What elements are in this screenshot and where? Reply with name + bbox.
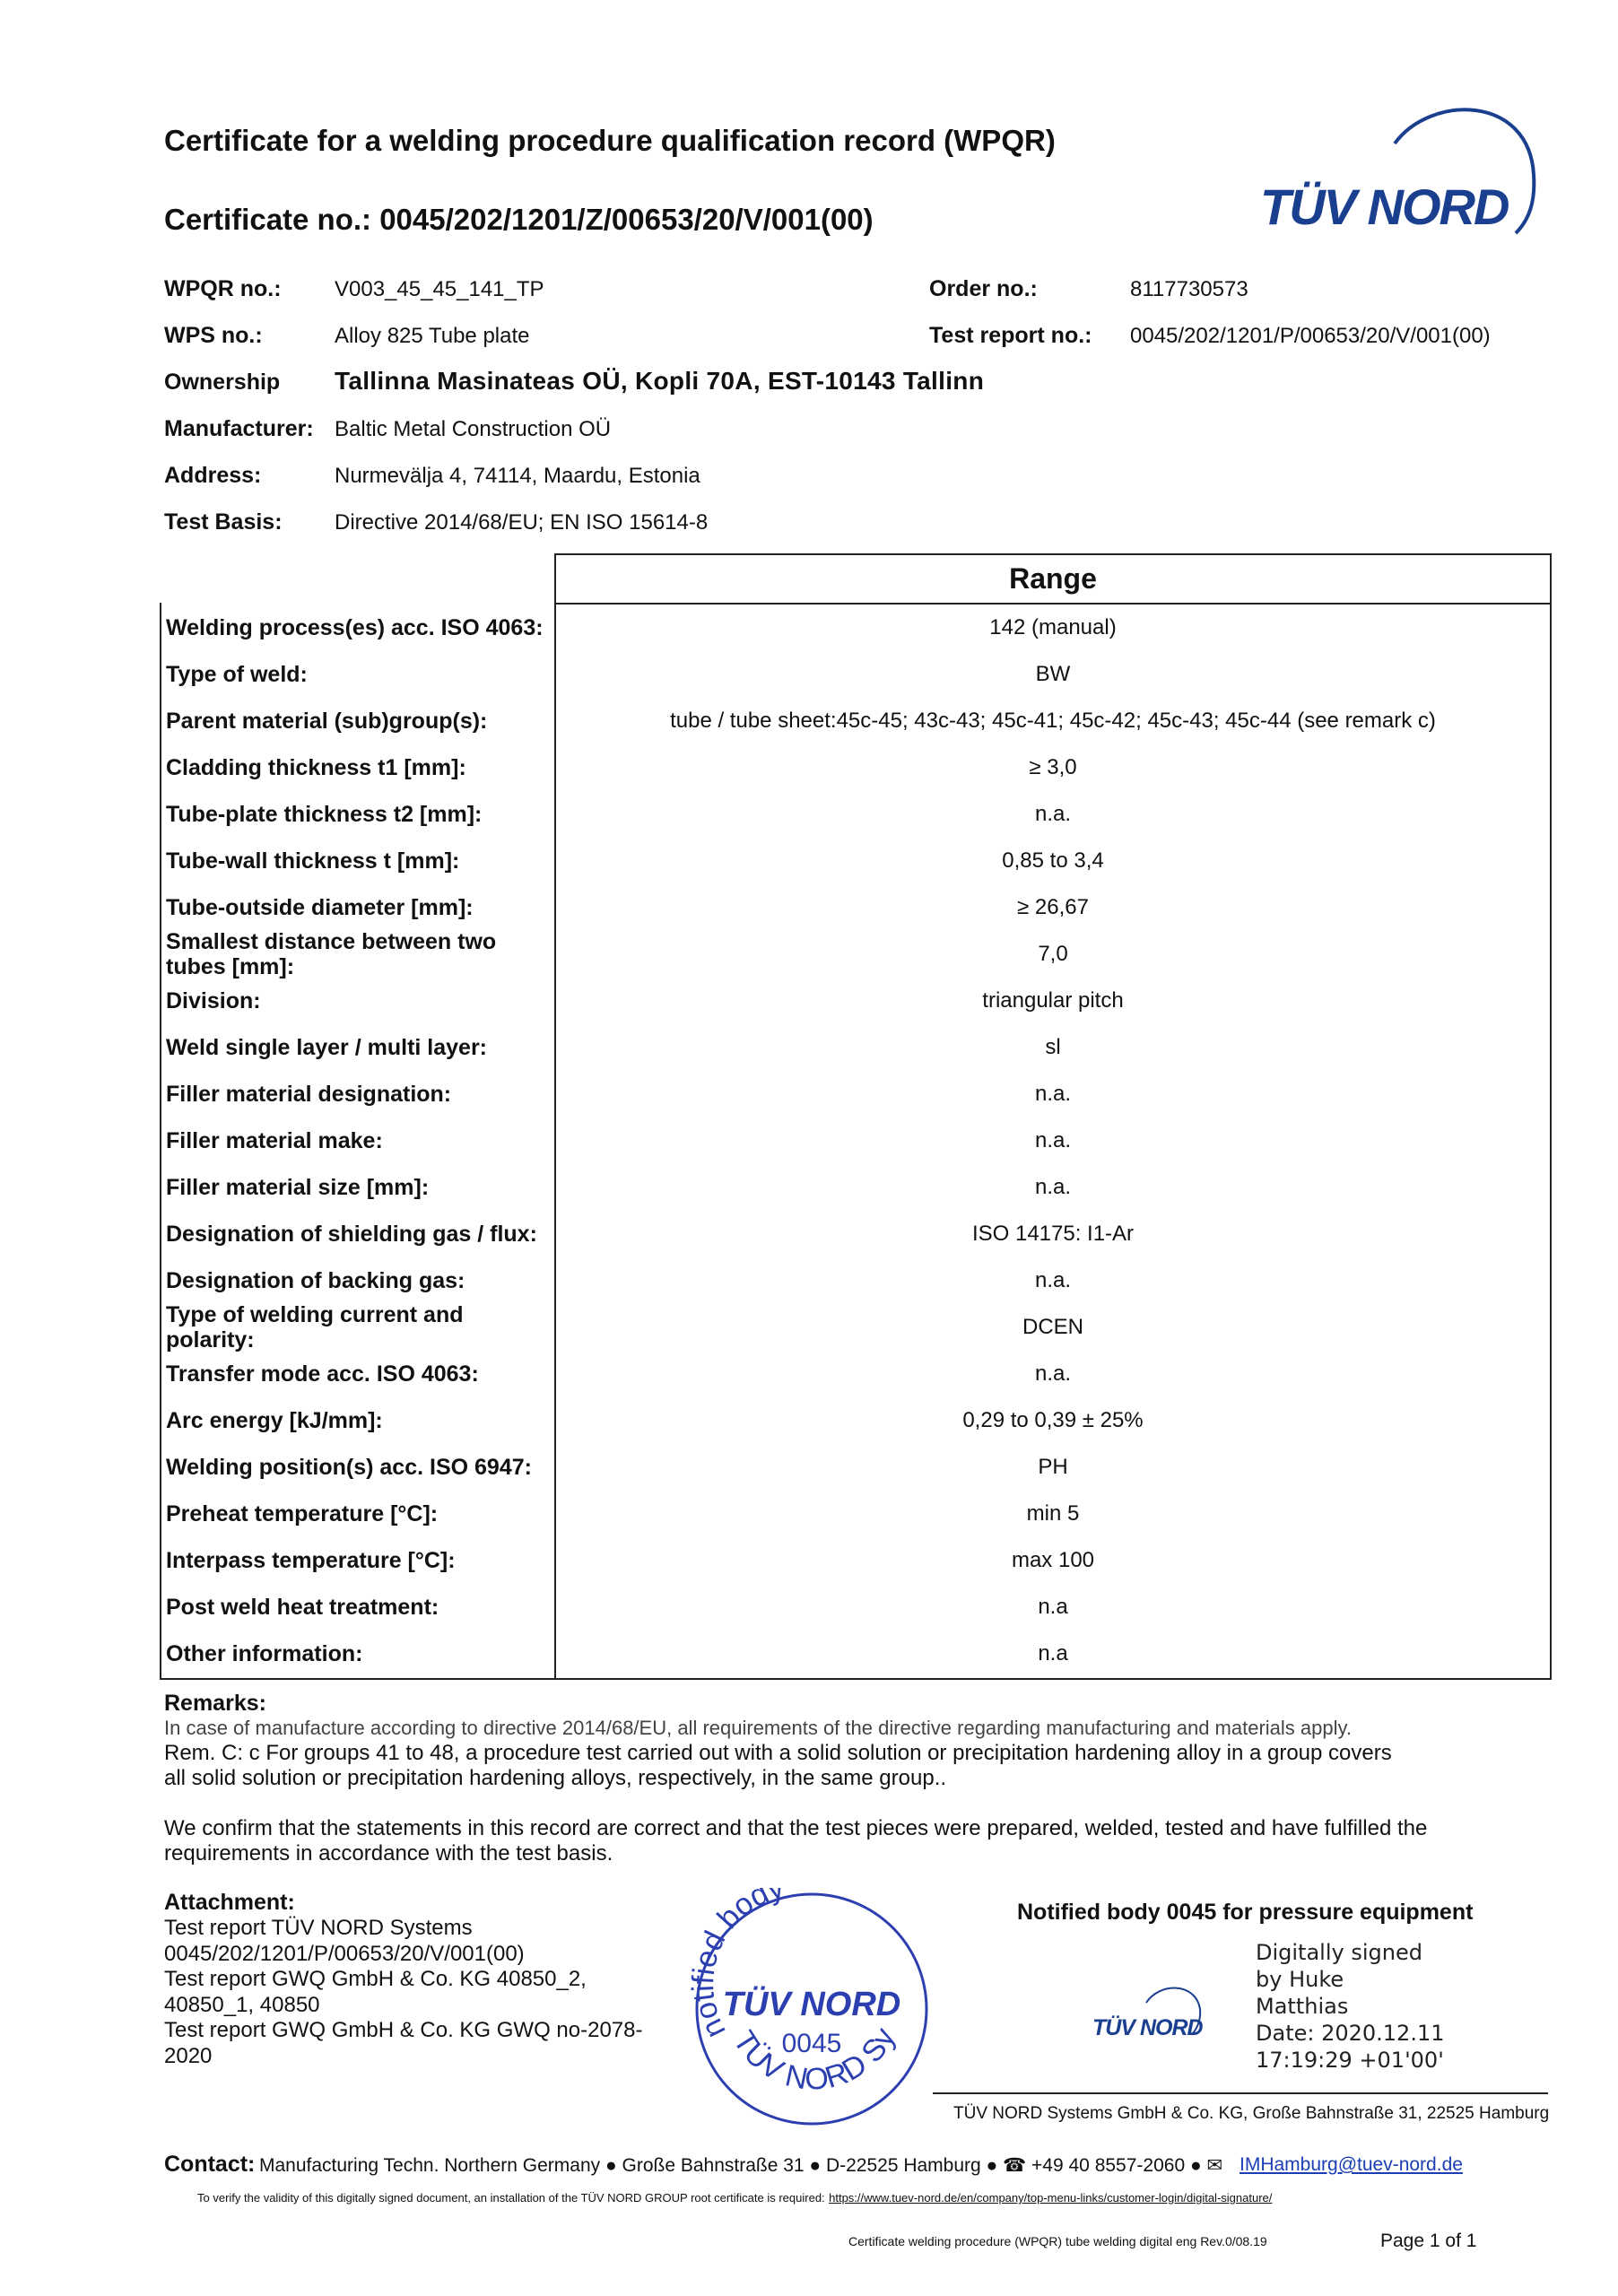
range-row-value: BW bbox=[1035, 662, 1071, 686]
attachment-list bbox=[164, 1916, 642, 2069]
range-row bbox=[161, 838, 1550, 884]
range-row-value: n.a. bbox=[1034, 1361, 1072, 1386]
signature-rule bbox=[933, 2092, 1548, 2094]
range-row-value: n.a. bbox=[1034, 802, 1072, 826]
range-row bbox=[161, 1491, 1550, 1537]
range-row bbox=[161, 604, 1550, 651]
attachment-line: Test report GWQ GmbH & Co. KG GWQ no-2078- bbox=[164, 2018, 643, 2042]
stamp-seal bbox=[691, 1888, 933, 2130]
page-number: Page 1 of 1 bbox=[1380, 2231, 1477, 2251]
range-row-label: Other information: bbox=[166, 1641, 363, 1666]
signature-line: Digitally signed bbox=[1256, 1940, 1422, 1965]
stamp-top-text: no ed body bbox=[691, 1888, 788, 2044]
range-row-label: Tube-outside diameter [mm]: bbox=[166, 895, 474, 920]
ownership-value: Tallinna Masinateas OÜ, Kopli 70A, EST-10143 Tallinn bbox=[335, 367, 985, 395]
range-row bbox=[161, 1257, 1550, 1304]
range-row bbox=[161, 698, 1550, 744]
range-row-label: Division: bbox=[166, 988, 261, 1013]
wpqr-label: WPQR no.: bbox=[164, 276, 282, 301]
range-row bbox=[161, 744, 1550, 791]
ownership-label: Ownership bbox=[164, 370, 281, 395]
attachment-line: 0045/202/1201/P/00653/20/V/001(00) bbox=[164, 1941, 525, 1966]
stamp-bottom-text: TÜV NORD Sy bbox=[726, 2022, 902, 2097]
range-row-label: Weld single layer / multi layer: bbox=[166, 1035, 487, 1060]
range-row bbox=[161, 1211, 1550, 1257]
signature-line: by Huke bbox=[1256, 1967, 1344, 1992]
range-row-value: n.a. bbox=[1034, 1175, 1072, 1199]
range-row-value: n.a. bbox=[1034, 1268, 1072, 1292]
range-row-value: 0,29 to 0,39 ± 25% bbox=[962, 1408, 1144, 1432]
range-row-label: Filler material designation: bbox=[166, 1082, 452, 1107]
range-row-label: Welding position(s) acc. ISO 6947: bbox=[166, 1455, 532, 1480]
attachment-line: 40850_1, 40850 bbox=[164, 1992, 320, 2017]
notified-body-stamp bbox=[691, 1888, 933, 2130]
range-row-value: PH bbox=[1038, 1455, 1068, 1479]
range-row-value: max 100 bbox=[1011, 1548, 1095, 1572]
range-row-label: Transfer mode acc. ISO 4063: bbox=[166, 1361, 479, 1387]
stamp-brand: TÜV NORD bbox=[722, 1986, 901, 2023]
company-address: TÜV NORD Systems GmbH & Co. KG, Große Bahnstraße 31, 22525 Hamburg bbox=[953, 2104, 1550, 2123]
range-row bbox=[161, 1304, 1550, 1351]
range-row bbox=[161, 1444, 1550, 1491]
wps-value: Alloy 825 Tube plate bbox=[335, 324, 530, 348]
verify-link[interactable]: https://www.tuev-nord.de/en/company/top-menu-links/customer-login/digital-signature/ bbox=[829, 2191, 1273, 2205]
attachment-line: 2020 bbox=[164, 2043, 213, 2068]
range-row-label: Filler material make: bbox=[166, 1128, 383, 1153]
range-row-label: Tube-wall thickness t [mm]: bbox=[166, 848, 460, 874]
range-row-label: Arc energy [kJ/mm]: bbox=[166, 1408, 383, 1433]
range-row bbox=[161, 1584, 1550, 1631]
range-row-value: DCEN bbox=[1022, 1315, 1083, 1339]
range-row-label: Cladding thickness t1 [mm]: bbox=[166, 755, 466, 780]
certificate-number: Certificate no.: 0045/202/1201/Z/00653/20/V/001(00) bbox=[164, 203, 874, 236]
range-row bbox=[161, 651, 1550, 698]
range-row bbox=[161, 791, 1550, 838]
range-row-label: Tube-plate thickness t2 [mm]: bbox=[166, 802, 483, 827]
address-label: Address: bbox=[164, 463, 262, 488]
range-row bbox=[161, 1351, 1550, 1397]
range-row-label: Designation of backing gas: bbox=[166, 1268, 465, 1293]
contact-email-link[interactable]: IMHamburg@tuev-nord.de bbox=[1240, 2154, 1463, 2175]
verify-text: To verify the validity of this digitally signed document, an installation of the TÜV NORD GROUP root certificate is required: bbox=[197, 2191, 825, 2205]
range-row-value: ≥ 3,0 bbox=[1029, 755, 1077, 779]
test-report-label: Test report no.: bbox=[929, 323, 1092, 348]
verify-notice bbox=[197, 2190, 1272, 2206]
confirm-line-1: We confirm that the statements in this record are correct and that the test pieces were prepared, welded, tested and have fulfilled the bbox=[164, 1816, 1428, 1840]
tuv-nord-logo bbox=[1260, 99, 1547, 242]
stamp-number: 0045 bbox=[781, 2029, 842, 2058]
document-title: Certificate for a welding procedure qualification record (WPQR) bbox=[164, 124, 1056, 157]
range-row bbox=[161, 978, 1550, 1024]
range-row-value: n.a bbox=[1038, 1595, 1068, 1619]
confirm-line-2: requirements in accordance with the test basis. bbox=[164, 1841, 613, 1866]
remarks-line-1: In case of manufacture according to directive 2014/68/EU, all requirements of the directive regarding manufacturing and materials apply. bbox=[164, 1717, 1352, 1739]
range-row-value: ISO 14175: I1-Ar bbox=[971, 1222, 1135, 1246]
remarks-line-2: Rem. C: c For groups 41 to 48, a procedure test carried out with a solid solution or precipitation hardening alloy in a group covers bbox=[164, 1741, 1392, 1765]
range-row-label: Parent material (sub)group(s): bbox=[166, 709, 488, 734]
range-row bbox=[161, 1537, 1550, 1584]
range-row bbox=[161, 884, 1550, 931]
test-report-value: 0045/202/1201/P/00653/20/V/001(00) bbox=[1130, 324, 1491, 348]
range-row-label: Preheat temperature [°C]: bbox=[166, 1501, 439, 1526]
range-row-value: n.a. bbox=[1034, 1128, 1072, 1152]
attachment-line: Test report TÜV NORD Systems bbox=[164, 1916, 473, 1940]
range-table bbox=[160, 553, 1552, 1680]
range-row-label: Smallest distance between two tubes [mm]: bbox=[166, 929, 497, 979]
range-row-value: triangular pitch bbox=[982, 988, 1124, 1013]
order-label: Order no.: bbox=[929, 276, 1038, 301]
range-row bbox=[161, 931, 1550, 978]
range-row bbox=[161, 1118, 1550, 1164]
range-row-value: n.a bbox=[1038, 1641, 1068, 1665]
range-row-label: Interpass temperature [°C]: bbox=[166, 1548, 456, 1573]
range-row-label: Post weld heat treatment: bbox=[166, 1595, 439, 1620]
range-row bbox=[161, 1164, 1550, 1211]
range-row bbox=[161, 1024, 1550, 1071]
range-row-value: sl bbox=[1045, 1035, 1061, 1059]
document-id: Certificate welding procedure (WPQR) tube welding digital eng Rev.0/08.19 bbox=[848, 2234, 1267, 2248]
range-row-value: min 5 bbox=[1026, 1501, 1080, 1526]
range-row-label: Type of weld: bbox=[166, 662, 308, 687]
attachment-title: Attachment: bbox=[164, 1890, 295, 1915]
range-corner-blank bbox=[158, 552, 554, 603]
remarks-line-3: all solid solution or precipitation hardening alloys, respectively, in the same group.. bbox=[164, 1766, 947, 1790]
digital-signature bbox=[1256, 1939, 1445, 2074]
signature-logo bbox=[1092, 1978, 1209, 2045]
range-header: Range bbox=[556, 555, 1550, 604]
address-value: Nurmevälja 4, 74114, Maardu, Estonia bbox=[335, 464, 700, 488]
range-row bbox=[161, 1071, 1550, 1118]
manufacturer-value: Baltic Metal Construction OÜ bbox=[335, 417, 612, 441]
range-row-value: 142 (manual) bbox=[989, 615, 1117, 639]
range-row-value: n.a. bbox=[1034, 1082, 1072, 1106]
signature-logo-text: TÜV NORD bbox=[1092, 2015, 1203, 2040]
test-basis-label: Test Basis: bbox=[164, 509, 283, 535]
signature-line: Date: 2020.12.11 bbox=[1256, 2021, 1445, 2046]
remarks-title: Remarks: bbox=[164, 1691, 266, 1716]
range-row-label: Welding process(es) acc. ISO 4063: bbox=[166, 615, 544, 640]
range-row bbox=[161, 1631, 1550, 1677]
signature-line: Matthias bbox=[1256, 1994, 1349, 2019]
range-row-label: Designation of shielding gas / flux: bbox=[166, 1222, 537, 1247]
range-row bbox=[161, 1397, 1550, 1444]
order-value: 8117730573 bbox=[1130, 277, 1248, 301]
contact-text: Manufacturing Techn. Northern Germany ● Große Bahnstraße 31 ● D-22525 Hamburg ● ☎ +49 40 8557-2060 ● ✉ bbox=[259, 2155, 1223, 2176]
range-row-value: 0,85 to 3,4 bbox=[1002, 848, 1104, 873]
test-basis-value: Directive 2014/68/EU; EN ISO 15614-8 bbox=[335, 510, 709, 535]
range-row-value: ≥ 26,67 bbox=[1017, 895, 1089, 919]
notified-body-heading: Notified body 0045 for pressure equipment bbox=[1017, 1900, 1474, 1925]
range-row-label: Type of welding current and polarity: bbox=[166, 1302, 464, 1352]
logo-text: TÜV NORD bbox=[1260, 178, 1509, 235]
wpqr-value: V003_45_45_141_TP bbox=[335, 277, 544, 301]
signature-line: 17:19:29 +01'00' bbox=[1256, 2048, 1444, 2073]
contact-label: Contact: bbox=[164, 2152, 256, 2177]
manufacturer-label: Manufacturer: bbox=[164, 416, 314, 441]
wps-label: WPS no.: bbox=[164, 323, 263, 348]
range-row-value: tube / tube sheet:45c-45; 43c-43; 45c-41; 45c-42; 45c-43; 45c-44 (see remark c) bbox=[670, 709, 1436, 733]
range-row-value: 7,0 bbox=[1038, 942, 1068, 966]
range-row-label: Filler material size [mm]: bbox=[166, 1175, 430, 1200]
attachment-line: Test report GWQ GmbH & Co. KG 40850_2, bbox=[164, 1967, 587, 1991]
